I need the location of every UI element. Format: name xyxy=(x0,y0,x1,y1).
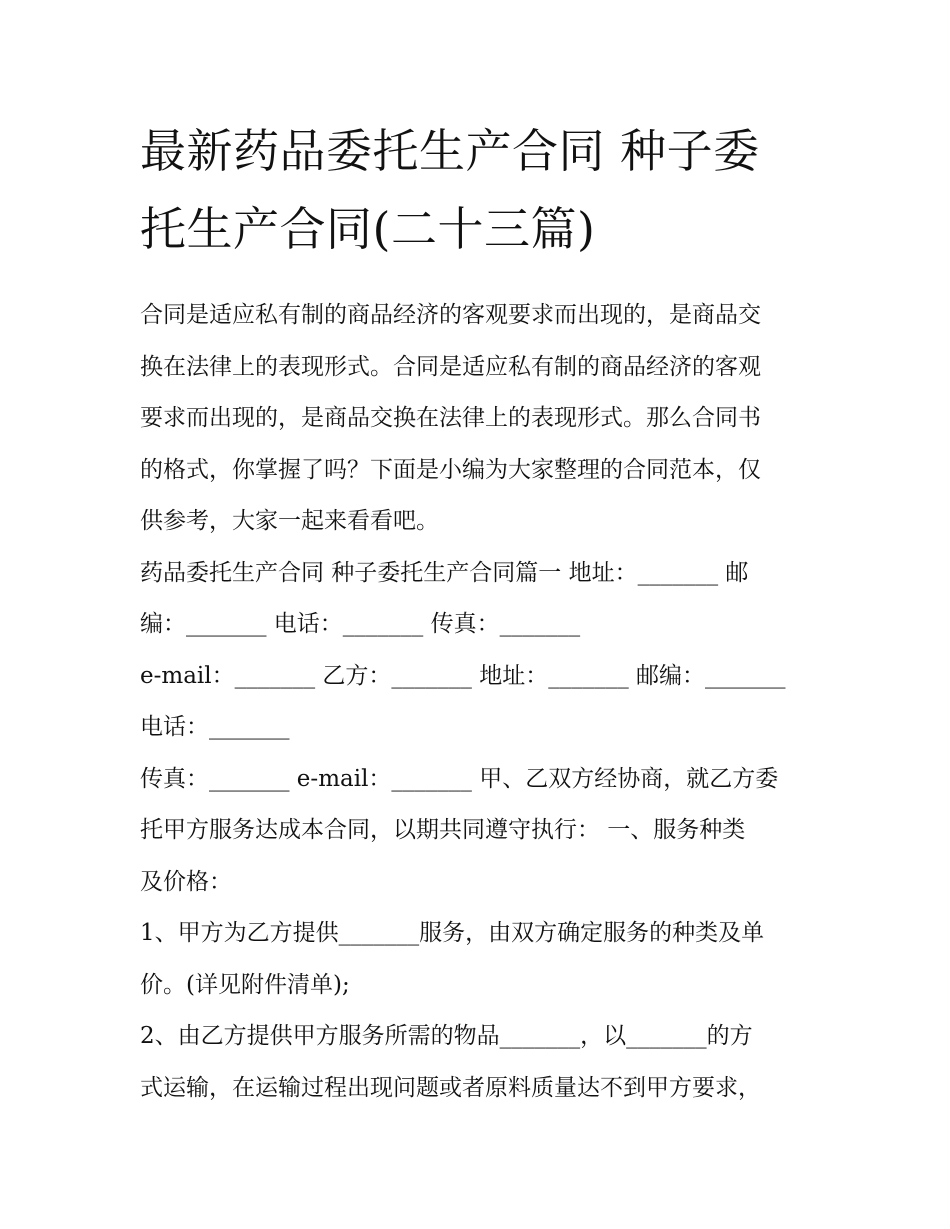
contract-clause-line: 传真：_______ e-mail：_______ 甲、乙双方经协商，就乙方委 xyxy=(140,765,779,792)
intro-paragraph-line: 换在法律上的表现形式。合同是适应私有制的商品经济的客观 xyxy=(140,353,761,380)
title-line: 最新药品委托生产合同 种子委 xyxy=(140,124,760,178)
contract-clause-line: 2、由乙方提供甲方服务所需的物品_______，以_______的方 xyxy=(140,1023,753,1049)
contract-header-line: e-mail：_______ 乙方：_______ 地址：_______ 邮编：_______ xyxy=(140,662,786,689)
intro-paragraph-line: 供参考，大家一起来看看吧。 xyxy=(140,508,439,534)
document-content xyxy=(140,112,820,1114)
document-body xyxy=(140,290,820,1114)
intro-paragraph-line: 的格式，你掌握了吗？下面是小编为大家整理的合同范本，仅 xyxy=(140,456,761,483)
title-line: 托生产合同(二十三篇) xyxy=(140,202,596,256)
intro-paragraph-line: 合同是适应私有制的商品经济的客观要求而出现的，是商品交 xyxy=(140,302,761,328)
intro-paragraph-line: 要求而出现的，是商品交换在法律上的表现形式。那么合同书 xyxy=(140,405,761,431)
contract-header-line: 编：_______ 电话：_______ 传真：_______ xyxy=(140,611,581,637)
contract-header-line: 药品委托生产合同 种子委托生产合同篇一 地址：_______ 邮 xyxy=(140,559,749,586)
contract-clause-line: 价。(详见附件清单); xyxy=(140,971,350,998)
contract-clause-line: 1、甲方为乙方提供_______服务，由双方确定服务的种类及单 xyxy=(140,920,765,946)
contract-clause-line: 式运输，在运输过程出现问题或者原料质量达不到甲方要求， xyxy=(140,1074,761,1101)
contract-clause-line: 托甲方服务达成本合同，以期共同遵守执行： 一、服务种类 xyxy=(140,817,746,843)
contract-header-line: 电话：_______ xyxy=(140,714,290,740)
contract-clause-line: 及价格： xyxy=(140,868,232,895)
document-title xyxy=(140,112,820,268)
